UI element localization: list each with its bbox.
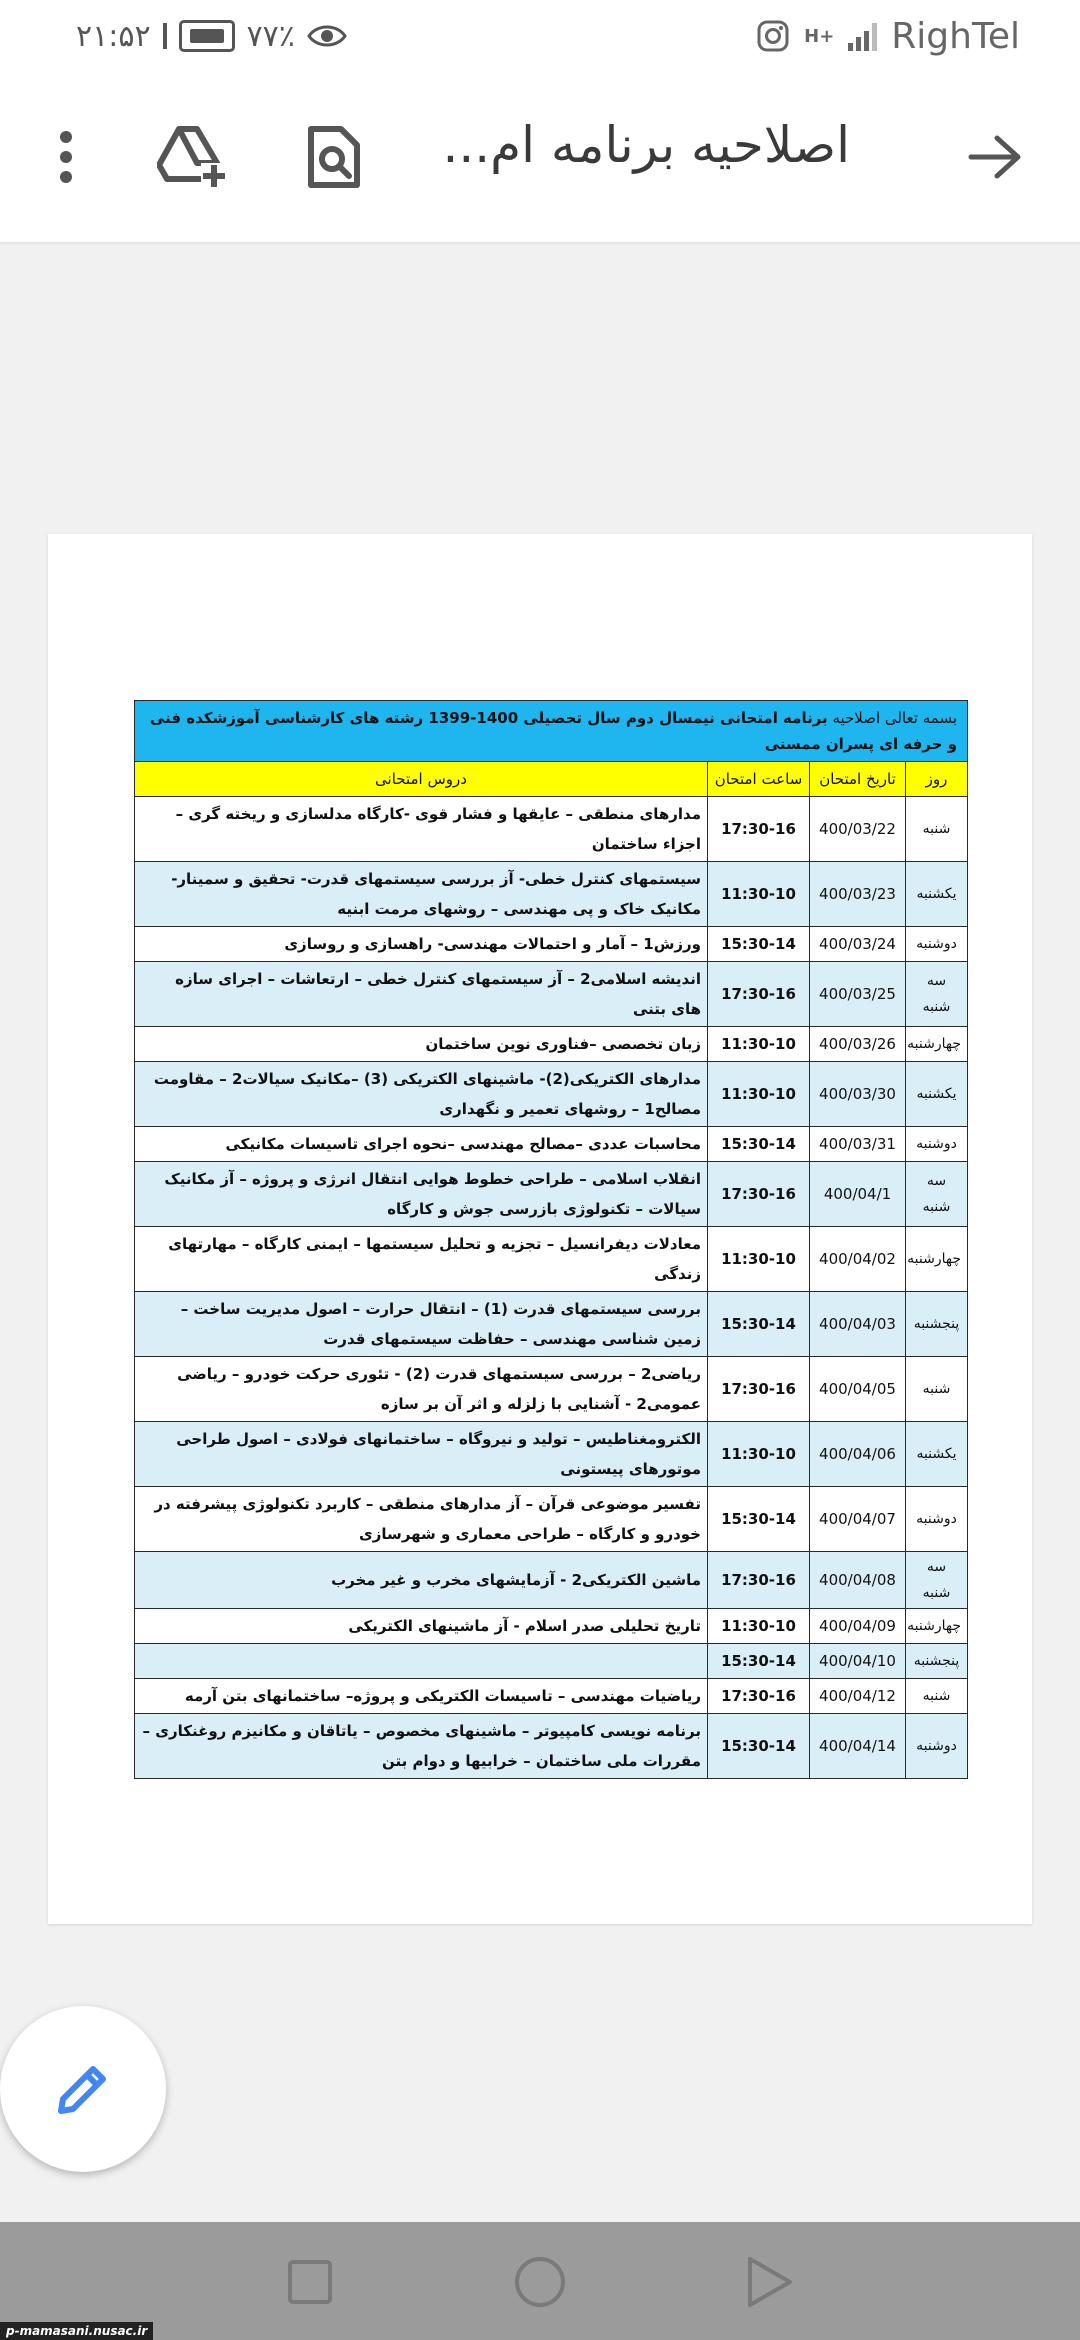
row-date: 400/04/06 <box>810 1422 906 1487</box>
table-row <box>135 1162 968 1227</box>
row-day: چهارشنبه <box>906 1227 968 1292</box>
notification-dot <box>163 23 167 49</box>
row-time: 17:30-16 <box>708 1357 810 1422</box>
row-time: 17:30-16 <box>708 1679 810 1714</box>
more-vert-icon <box>56 129 76 185</box>
row-date: 400/04/02 <box>810 1227 906 1292</box>
document-page <box>48 534 1032 1924</box>
row-time: 15:30-14 <box>708 1487 810 1552</box>
table-row <box>135 1292 968 1357</box>
row-time: 11:30-10 <box>708 1609 810 1644</box>
clock: ۲۱:۵۲ <box>76 18 151 54</box>
row-day: یکشنبه <box>906 1062 968 1127</box>
row-date: 400/04/10 <box>810 1644 906 1679</box>
circle-icon <box>512 2254 568 2310</box>
row-date: 400/03/23 <box>810 862 906 927</box>
row-date: 400/04/03 <box>810 1292 906 1357</box>
table-row <box>135 1127 968 1162</box>
row-courses: اندیشه اسلامی2 – آز سیستمهای کنترل خطی – ارتعاشات – اجرای سازه های بتنی <box>135 962 708 1027</box>
table-header-title: برنامه امتحانی نیمسال دوم سال تحصیلی 1400-1399 رشته های کارشناسی آموزشکده فنی و حرفه ای پسران ممسنی <box>149 709 957 753</box>
table-row <box>135 1609 968 1644</box>
status-right <box>756 12 1020 60</box>
row-date: 400/03/22 <box>810 797 906 862</box>
find-in-document-button[interactable] <box>294 117 374 197</box>
drive-add-icon <box>157 125 227 189</box>
row-date: 400/04/09 <box>810 1609 906 1644</box>
row-day: شنبه <box>906 1679 968 1714</box>
table-row <box>135 862 968 927</box>
row-time: 15:30-14 <box>708 1292 810 1357</box>
row-courses <box>135 1644 708 1679</box>
table-row <box>135 1422 968 1487</box>
row-time: 15:30-14 <box>708 927 810 962</box>
row-courses: محاسبات عددی –مصالح مهندسی –نحوه اجرای تاسیسات مکانیکی <box>135 1127 708 1162</box>
row-date: 400/04/14 <box>810 1714 906 1779</box>
system-nav-bar <box>0 2222 1080 2340</box>
add-to-drive-button[interactable] <box>152 117 232 197</box>
column-header-day: روز <box>906 762 968 797</box>
row-day: شنبه <box>906 1357 968 1422</box>
row-time: 11:30-10 <box>708 862 810 927</box>
row-courses: انقلاب اسلامی – طراحی خطوط هوایی انتقال انرژی و پروژه – آز مکانیک سیالات – تکنولوژی بازرسی جوش و کارگاه <box>135 1162 708 1227</box>
table-row <box>135 962 968 1027</box>
table-row <box>135 1227 968 1292</box>
table-header-prefix: بسمه تعالی اصلاحیه <box>827 709 957 727</box>
row-time: 17:30-16 <box>708 1552 810 1609</box>
row-day: دوشنبه <box>906 1127 968 1162</box>
column-header-courses: دروس امتحانی <box>135 762 708 797</box>
row-time: 17:30-16 <box>708 962 810 1027</box>
battery-level: ۷۷٪ <box>246 18 295 54</box>
eye-icon <box>307 22 347 50</box>
row-courses: زبان تخصصی –فناوری نوین ساختمان <box>135 1027 708 1062</box>
row-date: 400/04/08 <box>810 1552 906 1609</box>
row-day: شنبه <box>906 797 968 862</box>
row-date: 400/03/25 <box>810 962 906 1027</box>
row-day: یکشنبه <box>906 862 968 927</box>
row-date: 400/03/30 <box>810 1062 906 1127</box>
row-time: 17:30-16 <box>708 1162 810 1227</box>
edit-fab-button[interactable] <box>0 2006 166 2172</box>
table-row <box>135 1644 968 1679</box>
row-time: 17:30-16 <box>708 797 810 862</box>
row-time: 15:30-14 <box>708 1644 810 1679</box>
table-row <box>135 1357 968 1422</box>
table-row <box>135 1027 968 1062</box>
row-courses: الکترومغناطیس – تولید و نیروگاه – ساختمانهای فولادی – اصول طراحی موتورهای پیستونی <box>135 1422 708 1487</box>
signal-icon <box>848 21 877 51</box>
column-header-date: تاریخ امتحان <box>810 762 906 797</box>
row-courses: معادلات دیفرانسیل – تجزیه و تحلیل سیستمها – ایمنی کارگاه – مهارتهای زندگی <box>135 1227 708 1292</box>
recent-apps-button[interactable] <box>280 2252 340 2312</box>
column-header-row <box>135 762 968 797</box>
row-day: چهارشنبه <box>906 1027 968 1062</box>
row-time: 11:30-10 <box>708 1227 810 1292</box>
row-courses: برنامه نویسی کامپیوتر – ماشینهای مخصوص – یاتاقان و مکانیزم روغنکاری – مقررات ملی ساختمان – خرابیها و دوام بتن <box>135 1714 708 1779</box>
status-left <box>76 14 347 58</box>
row-courses: مدارهای منطقی – عایقها و فشار قوی -کارگاه مدلسازی و ریخته گری –اجزاء ساختمان <box>135 797 708 862</box>
table-row <box>135 1679 968 1714</box>
row-courses: مدارهای الکتریکی(2)- ماشینهای الکتریکی (3) –مکانیک سیالات2 – مقاومت مصالح1 – روشهای تعمیر و نگهداری <box>135 1062 708 1127</box>
row-date: 400/03/26 <box>810 1027 906 1062</box>
row-time: 15:30-14 <box>708 1714 810 1779</box>
exam-schedule-table <box>134 700 968 1779</box>
row-courses: تاریخ تحلیلی صدر اسلام - آز ماشینهای الکتریکی <box>135 1609 708 1644</box>
table-row <box>135 1714 968 1779</box>
table-row <box>135 797 968 862</box>
row-courses: بررسی سیستمهای قدرت (1) – انتقال حرارت – اصول مدیریت ساخت – زمین شناسی مهندسی – حفاظت سیستمهای قدرت <box>135 1292 708 1357</box>
row-date: 400/04/05 <box>810 1357 906 1422</box>
row-date: 400/04/12 <box>810 1679 906 1714</box>
arrow-right-icon <box>967 135 1023 179</box>
row-date: 400/04/1 <box>810 1162 906 1227</box>
table-header <box>135 701 968 762</box>
row-day: دوشنبه <box>906 927 968 962</box>
row-day: دوشنبه <box>906 1714 968 1779</box>
row-day: سه شنبه <box>906 1552 968 1609</box>
row-courses: ریاضی2 – بررسی سیستمهای قدرت (2) - تئوری حرکت خودرو – ریاضی عمومی2 - آشنایی با زلزله و اثر آن بر سازه <box>135 1357 708 1422</box>
table-row <box>135 1487 968 1552</box>
row-courses: تفسیر موضوعی قرآن – آز مدارهای منطقی – کاربرد تکنولوژی پیشرفته در خودرو و کارگاه – طراحی معماری و شهرسازی <box>135 1487 708 1552</box>
row-courses: ریاضیات مهندسی – تاسیسات الکتریکی و پروژه– ساختمانهای بتن آرمه <box>135 1679 708 1714</box>
row-courses: سیستمهای کنترل خطی- آز بررسی سیستمهای قدرت- تحقیق و سمینار- مکانیک خاک و پی مهندسی – روشهای مرمت ابنیه <box>135 862 708 927</box>
row-day: یکشنبه <box>906 1422 968 1487</box>
row-date: 400/03/31 <box>810 1127 906 1162</box>
row-time: 11:30-10 <box>708 1027 810 1062</box>
row-date: 400/03/24 <box>810 927 906 962</box>
row-day: دوشنبه <box>906 1487 968 1552</box>
row-courses: ماشین الکتریکی2 - آزمایشهای مخرب و غیر مخرب <box>135 1552 708 1609</box>
triangle-back-icon <box>744 2254 796 2310</box>
table-row <box>135 1552 968 1609</box>
battery-icon <box>179 20 235 52</box>
document-search-icon <box>307 125 361 189</box>
column-header-time: ساعت امتحان <box>708 762 810 797</box>
document-title: اصلاحیه برنامه ام... <box>442 116 850 174</box>
app-bar <box>0 72 1080 243</box>
row-time: 15:30-14 <box>708 1127 810 1162</box>
carrier-name: RighTel <box>891 15 1020 57</box>
pencil-icon <box>53 2059 113 2119</box>
status-bar <box>0 0 1080 72</box>
table-row <box>135 1062 968 1127</box>
row-day: پنجشنبه <box>906 1644 968 1679</box>
home-button[interactable] <box>510 2252 570 2312</box>
back-button[interactable] <box>955 117 1035 197</box>
row-day: پنجشنبه <box>906 1292 968 1357</box>
network-type: H+ <box>804 25 835 47</box>
watermark: p-mamasani.nusac.ir <box>0 2322 153 2340</box>
row-day: سه شنبه <box>906 962 968 1027</box>
row-courses: ورزش1 – آمار و احتمالات مهندسی- راهسازی و روسازی <box>135 927 708 962</box>
row-date: 400/04/07 <box>810 1487 906 1552</box>
square-icon <box>286 2258 334 2306</box>
more-options-button[interactable] <box>26 117 106 197</box>
row-time: 11:30-10 <box>708 1422 810 1487</box>
instagram-icon <box>756 19 790 53</box>
row-day: سه شنبه <box>906 1162 968 1227</box>
back-nav-button[interactable] <box>740 2252 800 2312</box>
row-day: چهارشنبه <box>906 1609 968 1644</box>
row-time: 11:30-10 <box>708 1062 810 1127</box>
table-row <box>135 927 968 962</box>
